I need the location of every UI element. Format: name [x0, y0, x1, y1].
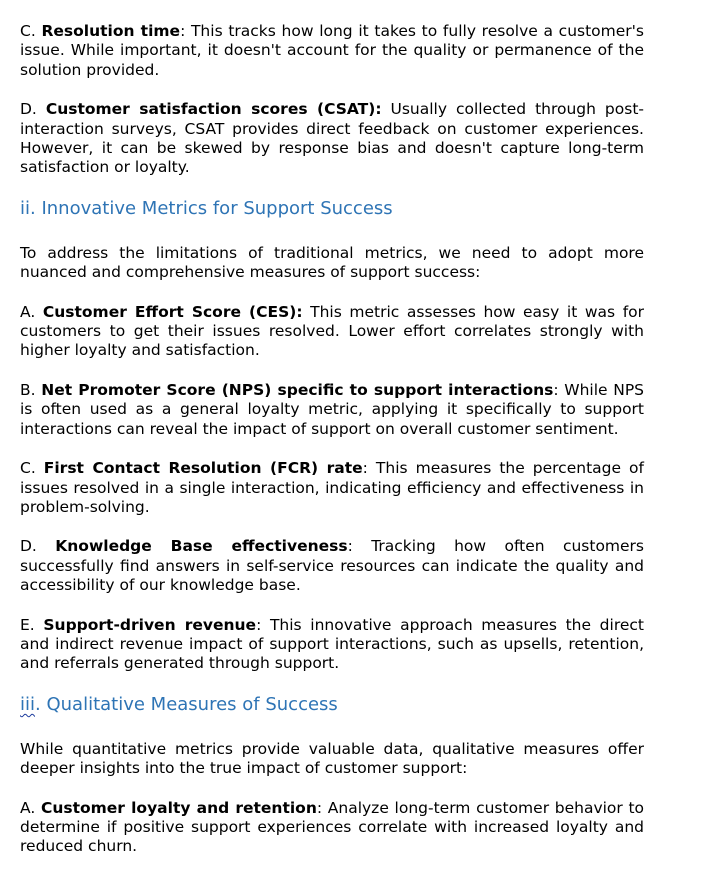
paragraph-text: : Analyze long-term customer behavior to determine if positive support experiences correlate with increased loyalty and reduced churn. — [20, 798, 645, 856]
term-bold: Net Promoter Score (NPS) specific to support interactions — [41, 380, 554, 399]
term-bold: Customer satisfaction scores (CSAT): — [45, 100, 382, 119]
paragraph — [20, 381, 644, 439]
paragraph-text: While quantitative metrics provide valuable data, qualitative measures offer deeper insights into the true impact of customer support: — [20, 739, 644, 778]
list-marker: D. — [20, 537, 56, 556]
section-heading — [20, 198, 644, 220]
paragraph-text: : This tracks how long it takes to fully resolve a customer's issue. While important, it doesn't account for the quality or permanence of the solution provided. — [20, 22, 645, 79]
term-bold: Customer Effort Score (CES): — [42, 302, 303, 321]
paragraph-text: : This measures the percentage of issues resolved in a single interaction, indicating efficiency and effectiveness in problem-solving. — [20, 459, 644, 516]
paragraph — [20, 537, 644, 595]
term-bold: Support-driven revenue — [43, 615, 257, 634]
paragraph — [20, 740, 644, 779]
paragraph — [20, 22, 644, 80]
section-heading-text: . Qualitative Measures of Success — [35, 693, 338, 715]
section-heading-number: iii — [20, 693, 36, 715]
paragraph — [20, 459, 644, 517]
paragraph — [20, 799, 644, 857]
list-marker: A. — [20, 302, 43, 321]
paragraph-text: To address the limitations of traditional metrics, we need to adopt more nuanced and comprehensive measures of support success: — [20, 243, 644, 282]
paragraph-text: : Tracking how often customers successfully find answers in self-service resources can indicate the quality and accessibility of our knowledge base. — [20, 537, 645, 595]
list-marker: B. — [20, 380, 42, 399]
term-bold: Customer loyalty and retention — [40, 798, 317, 817]
document-body[interactable] — [20, 22, 644, 877]
list-marker: C. — [20, 459, 44, 478]
section-heading-text: . Innovative Metrics for Support Success — [30, 197, 393, 219]
paragraph-text: : This innovative approach measures the direct and indirect revenue impact of support interactions, such as upsells, retention, and referrals generated through support. — [20, 615, 644, 673]
paragraph — [20, 100, 644, 178]
term-bold: Knowledge Base effectiveness — [55, 537, 348, 556]
list-marker: E. — [20, 615, 44, 634]
list-marker: D. — [20, 100, 46, 119]
section-heading — [20, 694, 644, 716]
paragraph — [20, 303, 644, 361]
term-bold: Resolution time — [41, 22, 181, 40]
paragraph — [20, 244, 644, 283]
section-heading-number: ii — [20, 197, 31, 219]
paragraph-text: : While NPS is often used as a general loyalty metric, applying it specifically to support interactions can reveal the impact of support on overall customer sentiment. — [20, 380, 644, 438]
list-marker: C. — [20, 22, 42, 40]
paragraph-text: Usually collected through post-interaction surveys, CSAT provides direct feedback on customer experiences. However, it can be skewed by response bias and doesn't capture long-term satisfaction or loyalty. — [20, 100, 644, 177]
paragraph — [20, 616, 644, 674]
list-marker: A. — [20, 798, 41, 817]
term-bold: First Contact Resolution (FCR) rate — [43, 459, 363, 478]
paragraph-text: This metric assesses how easy it was for customers to get their issues resolved. Lower effort correlates strongly with higher loyalty and satisfaction. — [20, 302, 645, 360]
